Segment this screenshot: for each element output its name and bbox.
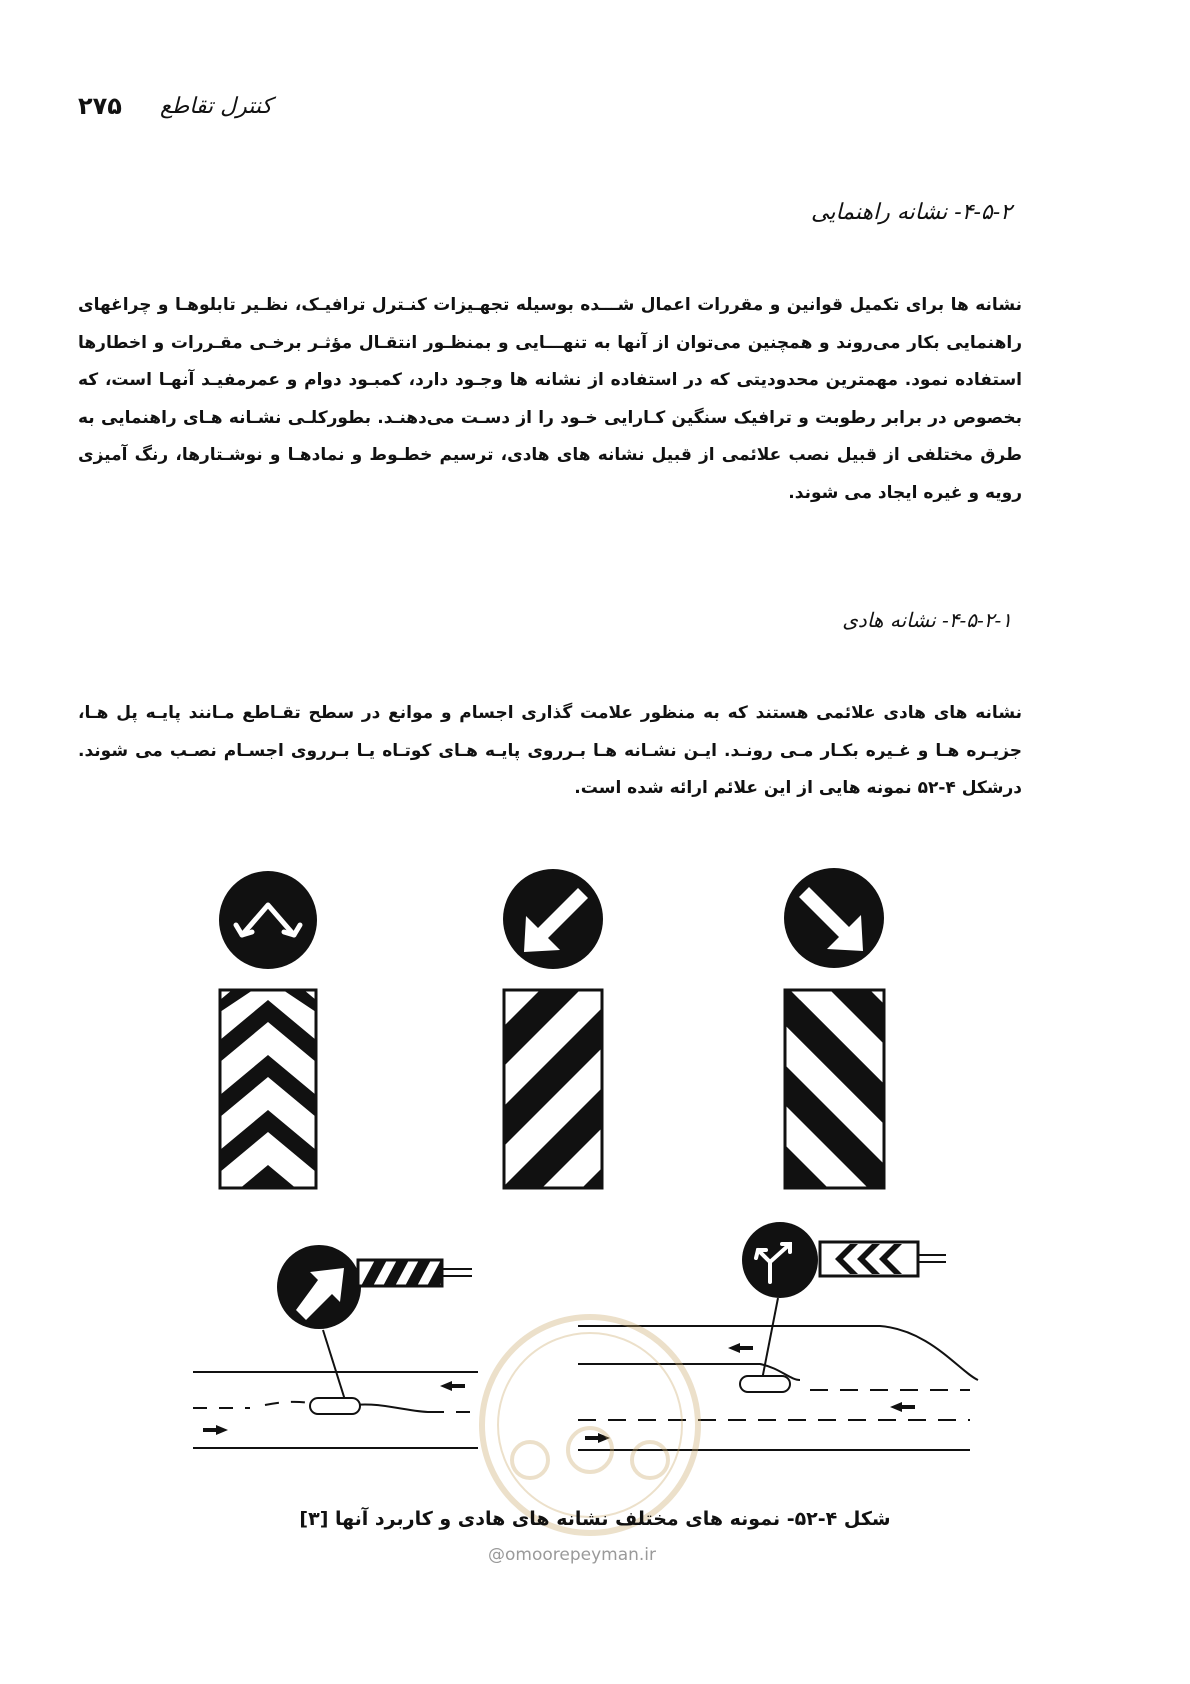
- split-arrow-sign: [219, 871, 317, 1227]
- split-arrow-disk: [219, 871, 317, 969]
- page-number: ۲۷۵: [78, 92, 122, 120]
- keep-left-sign: [470, 869, 640, 1340]
- section-heading: ۴-۵-۲- نشانه راهنمایی: [811, 200, 1012, 225]
- paragraph-guidance-markings: نشانه ها برای تکمیل قوانین و مقررات اعمال شـــده بوسیله تجهـیزات کنـترل ترافیـک، نظـیر تابلوهـا و چراغهای راهنمایی بکار می‌روند و همچنین می‌توان از آنها به تنهـــایی و بمنظـور انتقـال مؤثـر برخـی مقـررات و اخطارها استفاده نمود. مهمترین محدودیتی که در استفاده از نشانه ها وجـود دارد، کمبـود دوام و عمرمفیـد آنهـا است، که بخصوص در برابر رطوبت و ترافیک سنگین کـارایی خـود را از دسـت می‌دهنـد. بطورکلـی نشـانه هـای راهنمایی به طرق مختلفی از قبیل نصب علائمی از قبیل نشانه های هادی، ترسیم خطـوط و نمادهـا و نوشـتارها، رنگ آمیزی رویه و غیره ایجاد می شوند.: [78, 295, 1022, 503]
- traffic-island: [740, 1376, 790, 1392]
- application-island-right: [578, 1222, 978, 1450]
- application-island-left: [193, 1245, 478, 1448]
- lane-arrow-left: [890, 1402, 915, 1412]
- figure-caption: شکل ۴-۵۲- نمونه های مختلف نشانه های هادی و کاربرد آنها [۳]: [299, 1508, 891, 1530]
- traffic-island: [310, 1398, 360, 1414]
- split-arrow-disk-small: [742, 1222, 818, 1298]
- watermark-text: @omoorepeyman.ir: [488, 1545, 657, 1565]
- subsection-heading: ۴-۵-۲-۱- نشانه هادی: [842, 608, 1012, 632]
- lane-arrow-left: [728, 1343, 753, 1353]
- running-title: کنترل تقاطع: [160, 94, 273, 119]
- lane-arrow-right: [203, 1425, 228, 1435]
- lane-arrow-left: [440, 1381, 465, 1391]
- paragraph-guide-markers: نشانه های هادی علائمی هستند که به منظور علامت گذاری اجسام و موانع در سطح تقـاطع مـانند پایـه پل هـا، جزیـره هـا و غـیره بکـار مـی رونـد. ایـن نشـانه هـا بـرروی پایـه هـای کوتـاه یـا بـرروی اجسـام نصـب می شوند. درشکل ۴-۵۲ نمونه هایی از این علائم ارائه شده است.: [78, 703, 1022, 798]
- watermark-seal: [482, 1317, 698, 1533]
